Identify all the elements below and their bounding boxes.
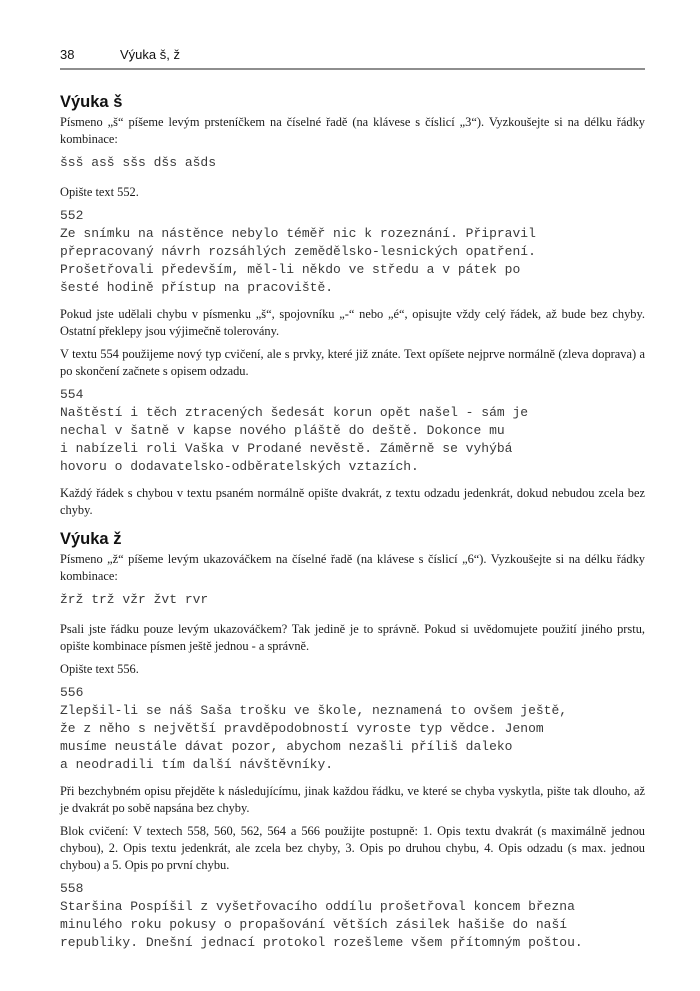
intro-paragraph-s: Písmeno „š“ píšeme levým prsteníčkem na číselné řadě (na klávese s číslicí „3“). Vyzkoušejte si na délku řádky kombinace: [60,115,645,146]
note-paragraph-4: Při bezchybném opisu přejděte k následujícímu, jinak každou řádku, ve které se chyba vyskytla, pište tak dlouho, až je dvakrát po sobě napsána bez chyby. [60,784,645,815]
question-paragraph: Psali jste řádku pouze levým ukazováčkem? Tak jedině je to správně. Pokud si uvědomujete použití jiného prstu, opište kombinace písmen ještě jednou - a správně. [60,622,645,653]
exercise-number-558: 558 [60,881,84,896]
chapter-title: Výuka š, ž [120,47,180,62]
instruction-552: Opište text 552. [60,185,139,199]
note-paragraph-5: Blok cvičení: V textech 558, 560, 562, 564 a 566 použijte postupně: 1. Opis textu dvakrát (s maximálně jednou chybou), 2. Opis textu jedenkrát, ale zcela bez chyby, 3. Opis po druhou chybu, 4. Opis odzadu (s max. jednou chybou) a 5. Opis po první chybu. [60,824,645,872]
exercise-text-552: Ze snímku na nástěnce nebylo téměř nic k rozeznání. Připravil přepracovaný návrh rozsáhlých zemědělsko-lesnických opatření. Prošetřovali především, měl-li někdo ve středu a v pátek po šesté hodině přístup na pracoviště. [60,226,536,295]
page-number: 38 [60,47,75,62]
header-divider [60,68,645,70]
exercise-number-556: 556 [60,685,84,700]
exercise-number-554: 554 [60,387,84,402]
instruction-556: Opište text 556. [60,662,139,676]
exercise-text-558: Staršina Pospíšil z vyšetřovacího oddílu prošetřoval koncem března minulého roku pokusy o propašování větších zásilek hašiše do naší republiky. Dnešní jednací protokol rozešleme všem přítomným poštou. [60,899,583,950]
combo-line-z: žrž trž vžr žvt rvr [60,592,209,607]
page-header [60,47,645,67]
page-content [60,92,645,961]
section-heading-z: Výuka ž [60,530,122,548]
note-paragraph-3: Každý řádek s chybou v textu psaném normálně opište dvakrát, z textu odzadu jedenkrát, dokud nebudou zcela bez chyby. [60,486,645,517]
exercise-number-552: 552 [60,208,84,223]
intro-paragraph-z: Písmeno „ž“ píšeme levým ukazováčkem na číselné řadě (na klávese s číslicí „6“). Vyzkoušejte si na délku řádky kombinace: [60,552,645,583]
note-paragraph-2: V textu 554 použijeme nový typ cvičení, ale s prvky, které již znáte. Text opíšete nejprve normálně (zleva doprava) a po skončení začnete s opisem odzadu. [60,347,645,378]
exercise-text-554: Naštěstí i těch ztracených šedesát korun opět našel - sám je nechal v šatně v kapse nového pláště do deště. Dokonce mu i nabízeli roli Vaška v Prodané nevěstě. Záměrně se vyhýbá hovoru o dodavatelsko-odběratelských vztazích. [60,405,529,474]
section-heading-s: Výuka š [60,93,123,111]
exercise-text-556: Zlepšil-li se náš Saša trošku ve škole, neznamená to ovšem ještě, že z něho s největší pravděpodobností vyroste typ vědce. Jenom musíme neustále dávat pozor, abychom nezašli příliš daleko a neodradili tím další návštěvníky. [60,703,568,772]
note-paragraph-1: Pokud jste udělali chybu v písmenku „š“, spojovníku „-“ nebo „é“, opisujte vždy celý řádek, až bude bez chyby. Ostatní překlepy jsou výjimečně tolerovány. [60,307,645,338]
combo-line-s: šsš asš sšs dšs ašds [60,155,217,170]
